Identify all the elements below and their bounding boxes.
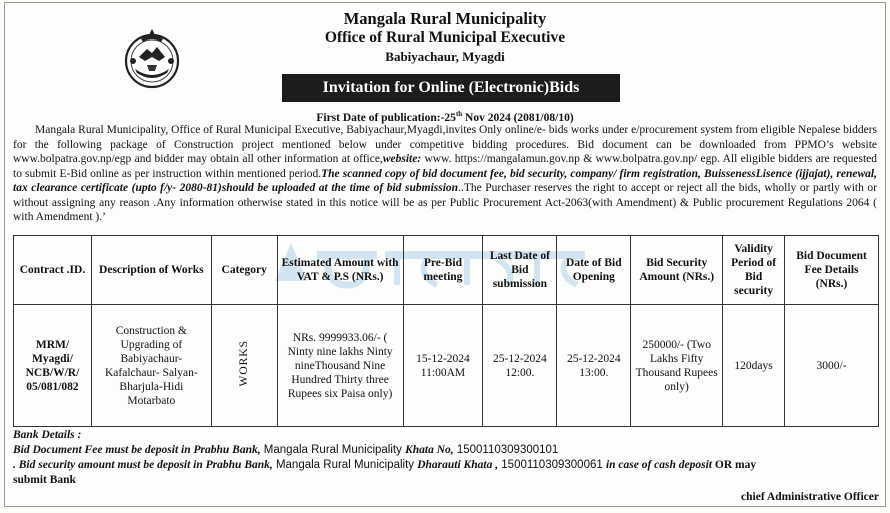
website-label: website:	[382, 153, 422, 165]
bank-details-title: Bank Details :	[13, 429, 82, 441]
header-last-date: Last Date of Bid submission	[483, 236, 557, 305]
cell-fee: 3000/-	[785, 305, 879, 427]
cell-category	[211, 305, 277, 427]
cell-pre-bid: 15-12-2024 11:00AM	[403, 305, 483, 427]
header-bid-security: Bid Security Amount (NRs.)	[631, 236, 723, 305]
notice-title-banner: Invitation for Online (Electronic)Bids	[282, 74, 620, 102]
office-address: Babiyachaur, Myagdi	[385, 49, 505, 64]
cell-validity: 120days	[723, 305, 785, 427]
category-text: WORKS	[238, 340, 251, 387]
header-estimated-amount: Estimated Amount with VAT & P.S (NRs.)	[277, 236, 403, 305]
header-validity: Validity Period of Bid security	[723, 236, 785, 305]
org-name: Mangala Rural Municipality	[343, 9, 547, 28]
bid-table	[13, 235, 879, 427]
header-description: Description of Works	[91, 236, 211, 305]
cell-description: Construction & Upgrading of Babiyachaur-Kafalchaur- Salyan-Bharjula-Hidi Motarbato	[91, 305, 211, 427]
cell-bid-security: 250000/- (Two Lakhs Fifty Thousand Rupees only)	[631, 305, 723, 427]
header-category: Category	[211, 236, 277, 305]
cell-last-date: 25-12-2024 12:00.	[483, 305, 557, 427]
bid-notice-document	[4, 2, 886, 507]
bank-details	[13, 428, 873, 488]
header-contract-id: Contract .ID.	[14, 236, 92, 305]
header-opening-date: Date of Bid Opening	[557, 236, 631, 305]
publication-date: First Date of publication:-25th Nov 2024 (2081/08/10)	[316, 110, 574, 124]
bank-line-doc-fee: Bid Document Fee must be deposit in Prabhu Bank, Mangala Rural Municipality Khata No, 1500110309300101	[13, 444, 559, 456]
cell-opening-date: 25-12-2024 13:00.	[557, 305, 631, 427]
bank-line-submit: submit Bank	[13, 474, 76, 486]
cell-contract-id: MRM/ Myagdi/ NCB/W/R/ 05/081/082	[14, 305, 92, 427]
bank-line-security: . Bid security amount must be deposit in Prabhu Bank, Mangala Rural Municipality Dharauti Khata , 1500110309300061 in case of cash deposit OR may	[13, 459, 757, 471]
header-fee: Bid Document Fee Details (NRs.)	[785, 236, 879, 305]
signature-title: chief Administrative Officer	[741, 491, 879, 503]
office-name: Office of Rural Municipal Executive	[324, 29, 566, 46]
notice-paragraph: Mangala Rural Municipality, Office of Rural Municipal Executive, Babiyachaur,Myagdi,invites Only online/e- bids works under e/procurement system from eligible Nepalese bidders for the following package of Construction project mentioned below under competitive bidding procedures. Bid document can be downloaded from PPMO’s website www.bolpatra.gov.np/egp and bidder may obtain all other information at office,website: www. https://mangalamun.gov.np & www.bolpatra.gov.np/ egp. All eligible bidders are requested to submit E-Bid online as per instruction within mentioned period.The scanned copy of bid document fee, bid security, company/ firm registration, BuissenessLisence (ijjajat), renewal, tax clearance certificate (upto f/y- 2080-81)should be uploaded at the time of bid submission..The Purchaser reserves the right to accept or reject all the bids, wholly or partly with or without assigning any reason .Any information otherwise stated in this notice will be as per Public Procurement Act-2063(with Amendment) & Public procurement Regulations 2064 ( with Amendment ).’	[13, 124, 878, 223]
table-row	[14, 305, 879, 427]
cell-estimated-amount: NRs. 9999933.06/- ( Ninty nine lakhs Ninty nineThousand Nine Hundred Thirty three Rupees six Paisa only)	[277, 305, 403, 427]
upload-requirements: The scanned copy of bid document fee, bid security, company/ firm registration, BuissenessLisence (ijjajat), renewal, tax clearance certificate (upto f/y- 2080-81)should be uploaded at the time of bid submission	[13, 167, 877, 194]
header-pre-bid: Pre-Bid meeting	[403, 236, 483, 305]
table-header-row	[14, 236, 879, 305]
